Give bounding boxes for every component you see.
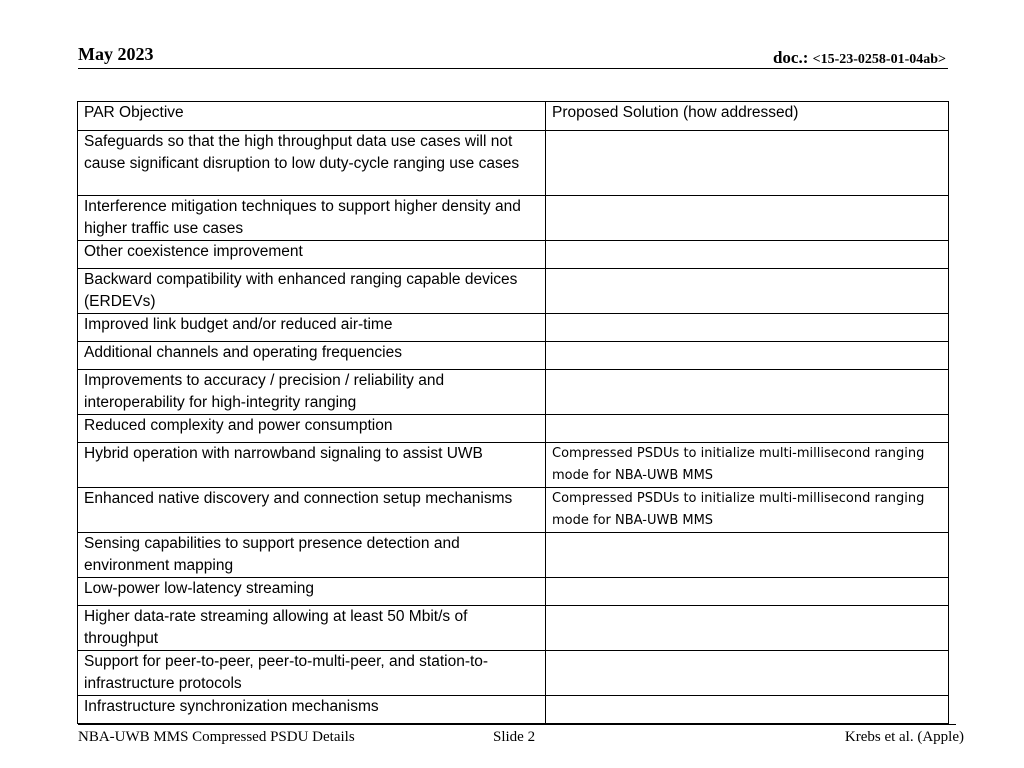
solution-cell bbox=[546, 131, 949, 196]
solution-cell: Compressed PSDUs to initialize multi-millisecond ranging mode for NBA-UWB MMS bbox=[546, 443, 949, 488]
objective-cell: Other coexistence improvement bbox=[78, 241, 546, 269]
solution-cell bbox=[546, 342, 949, 370]
table-row bbox=[78, 578, 949, 606]
solution-cell bbox=[546, 651, 949, 696]
objective-cell: Infrastructure synchronization mechanisms bbox=[78, 696, 546, 724]
objective-cell: Improved link budget and/or reduced air-time bbox=[78, 314, 546, 342]
column-header-solution: Proposed Solution (how addressed) bbox=[546, 102, 949, 131]
par-objectives-table bbox=[77, 101, 949, 724]
solution-cell bbox=[546, 241, 949, 269]
table-row bbox=[78, 269, 949, 314]
footer-title: NBA-UWB MMS Compressed PSDU Details bbox=[78, 729, 355, 745]
objective-cell: Low-power low-latency streaming bbox=[78, 578, 546, 606]
solution-cell: Compressed PSDUs to initialize multi-millisecond ranging mode for NBA-UWB MMS bbox=[546, 488, 949, 533]
solution-cell bbox=[546, 370, 949, 415]
solution-cell bbox=[546, 415, 949, 443]
objective-cell: Hybrid operation with narrowband signaling to assist UWB bbox=[78, 443, 546, 488]
objective-cell: Support for peer-to-peer, peer-to-multi-peer, and station-to-infrastructure protocols bbox=[78, 651, 546, 696]
table-row bbox=[78, 488, 949, 533]
doc-label: doc.: bbox=[772, 48, 813, 67]
footer-author: Krebs et al. (Apple) bbox=[844, 729, 964, 745]
table-row bbox=[78, 342, 949, 370]
table-header-row bbox=[78, 102, 949, 131]
objective-cell: Additional channels and operating frequencies bbox=[78, 342, 546, 370]
doc-number: <15-23-0258-01-04ab> bbox=[812, 52, 946, 67]
table-row bbox=[78, 196, 949, 241]
objective-cell: Backward compatibility with enhanced ranging capable devices (ERDEVs) bbox=[78, 269, 546, 314]
table-row bbox=[78, 241, 949, 269]
table-row bbox=[78, 131, 949, 196]
table-row bbox=[78, 651, 949, 696]
solution-cell bbox=[546, 606, 949, 651]
objective-cell: Safeguards so that the high throughput data use cases will not cause significant disruption to low duty-cycle ranging use cases bbox=[78, 131, 546, 196]
table-row bbox=[78, 443, 949, 488]
footer-rule bbox=[78, 724, 956, 725]
solution-cell bbox=[546, 269, 949, 314]
solution-cell bbox=[546, 696, 949, 724]
solution-cell bbox=[546, 533, 949, 578]
footer-slide-number: Slide 2 bbox=[493, 729, 536, 745]
header-doc-id bbox=[773, 48, 946, 68]
table-row bbox=[78, 314, 949, 342]
table-row bbox=[78, 415, 949, 443]
column-header-objective: PAR Objective bbox=[78, 102, 546, 131]
objective-cell: Higher data-rate streaming allowing at least 50 Mbit/s of throughput bbox=[78, 606, 546, 651]
objective-cell: Interference mitigation techniques to support higher density and higher traffic use cases bbox=[78, 196, 546, 241]
solution-cell bbox=[546, 196, 949, 241]
table-row bbox=[78, 533, 949, 578]
table-row bbox=[78, 606, 949, 651]
objective-cell: Reduced complexity and power consumption bbox=[78, 415, 546, 443]
table-row bbox=[78, 370, 949, 415]
objective-cell: Improvements to accuracy / precision / reliability and interoperability for high-integrity ranging bbox=[78, 370, 546, 415]
objective-cell: Enhanced native discovery and connection setup mechanisms bbox=[78, 488, 546, 533]
objective-cell: Sensing capabilities to support presence detection and environment mapping bbox=[78, 533, 546, 578]
solution-cell bbox=[546, 314, 949, 342]
solution-cell bbox=[546, 578, 949, 606]
header-rule bbox=[78, 68, 948, 69]
table-row bbox=[78, 696, 949, 724]
header-date: May 2023 bbox=[78, 44, 154, 64]
